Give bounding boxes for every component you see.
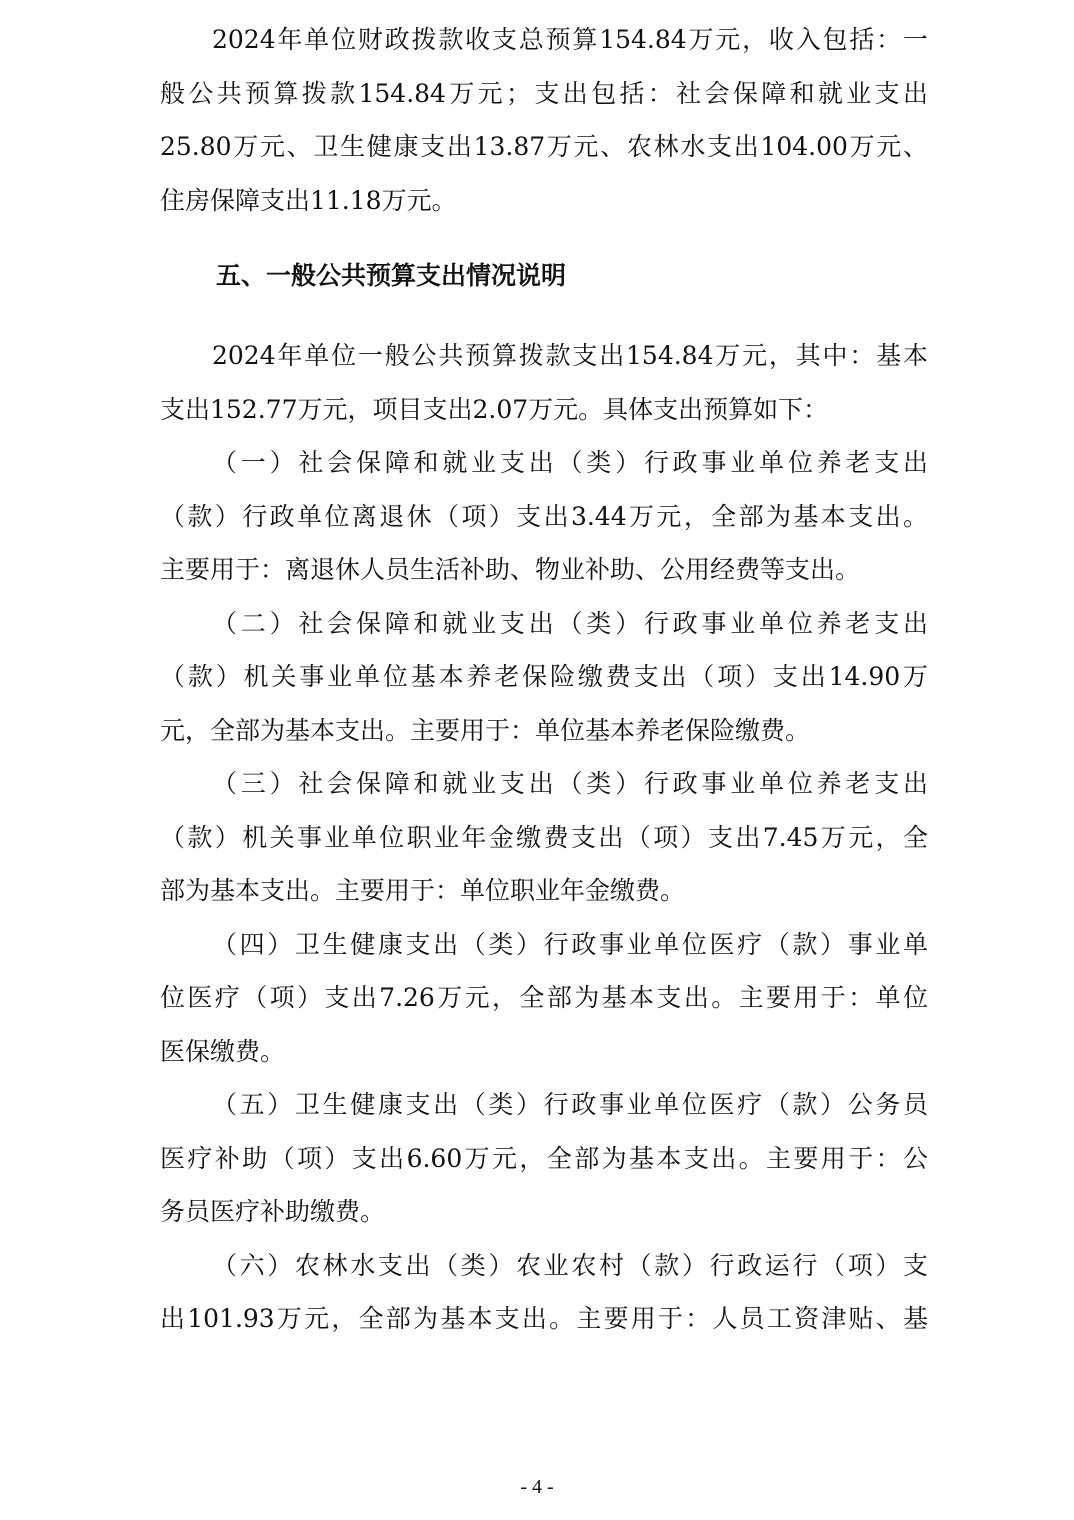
text-line: 出101.93万元，全部为基本支出。主要用于：人员工资津贴、基: [160, 1304, 928, 1333]
expenditure-items: [160, 436, 928, 1346]
text-line: （一）社会保障和就业支出（类）行政事业单位养老支出: [212, 448, 928, 477]
text-line: 2024年单位财政拨款收支总预算154.84万元，收入包括：一: [212, 25, 928, 54]
text-line: 医疗补助（项）支出6.60万元，全部为基本支出。主要用于：公: [160, 1143, 928, 1173]
text-line: 住房保障支出11.18万元。: [160, 185, 457, 215]
expenditure-item: [160, 757, 928, 918]
text-line: 般公共预算拨款154.84万元；支出包括：社会保障和就业支出: [160, 78, 928, 108]
text-line: （四）卫生健康支出（类）行政事业单位医疗（款）事业单: [212, 929, 928, 959]
text-line: 务员医疗补助缴费。: [160, 1197, 386, 1226]
page-number: - 4 -: [520, 1476, 554, 1498]
text-line: （款）行政单位离退休（项）支出3.44万元，全部为基本支出。: [160, 501, 928, 531]
section-heading: 五、一般公共预算支出情况说明: [216, 261, 567, 290]
text-line: 2024年单位一般公共预算拨款支出154.84万元，其中：基本: [212, 341, 928, 370]
text-line: （五）卫生健康支出（类）行政事业单位医疗（款）公务员: [212, 1090, 928, 1119]
paragraph-general-budget: [160, 329, 928, 436]
text-line: 支出152.77万元，项目支出2.07万元。具体支出预算如下：: [160, 394, 829, 424]
paragraph-budget-summary: [160, 13, 928, 227]
text-line: （款）机关事业单位职业年金缴费支出（项）支出7.45万元，全: [160, 822, 928, 852]
expenditure-item: [160, 436, 928, 597]
text-line: 位医疗（项）支出7.26万元，全部为基本支出。主要用于：单位: [160, 983, 928, 1012]
text-line: 部为基本支出。主要用于：单位职业年金缴费。: [160, 876, 686, 905]
expenditure-item: [160, 1239, 928, 1346]
text-line: （款）机关事业单位基本养老保险缴费支出（项）支出14.90万: [160, 662, 928, 691]
text-line: （三）社会保障和就业支出（类）行政事业单位养老支出: [212, 769, 928, 798]
expenditure-item: [160, 918, 928, 1079]
text-line: （二）社会保障和就业支出（类）行政事业单位养老支出: [212, 608, 928, 638]
text-line: 医保缴费。: [160, 1036, 286, 1066]
text-line: 元，全部为基本支出。主要用于：单位基本养老保险缴费。: [160, 715, 811, 745]
document-page: [160, 13, 928, 1346]
text-line: 主要用于：离退休人员生活补助、物业补助、公用经费等支出。: [160, 555, 861, 584]
expenditure-item: [160, 1078, 928, 1239]
expenditure-item: [160, 597, 928, 758]
text-line: （六）农林水支出（类）农业农村（款）行政运行（项）支: [212, 1250, 928, 1280]
text-line: 25.80万元、卫生健康支出13.87万元、农林水支出104.00万元、: [160, 132, 928, 161]
